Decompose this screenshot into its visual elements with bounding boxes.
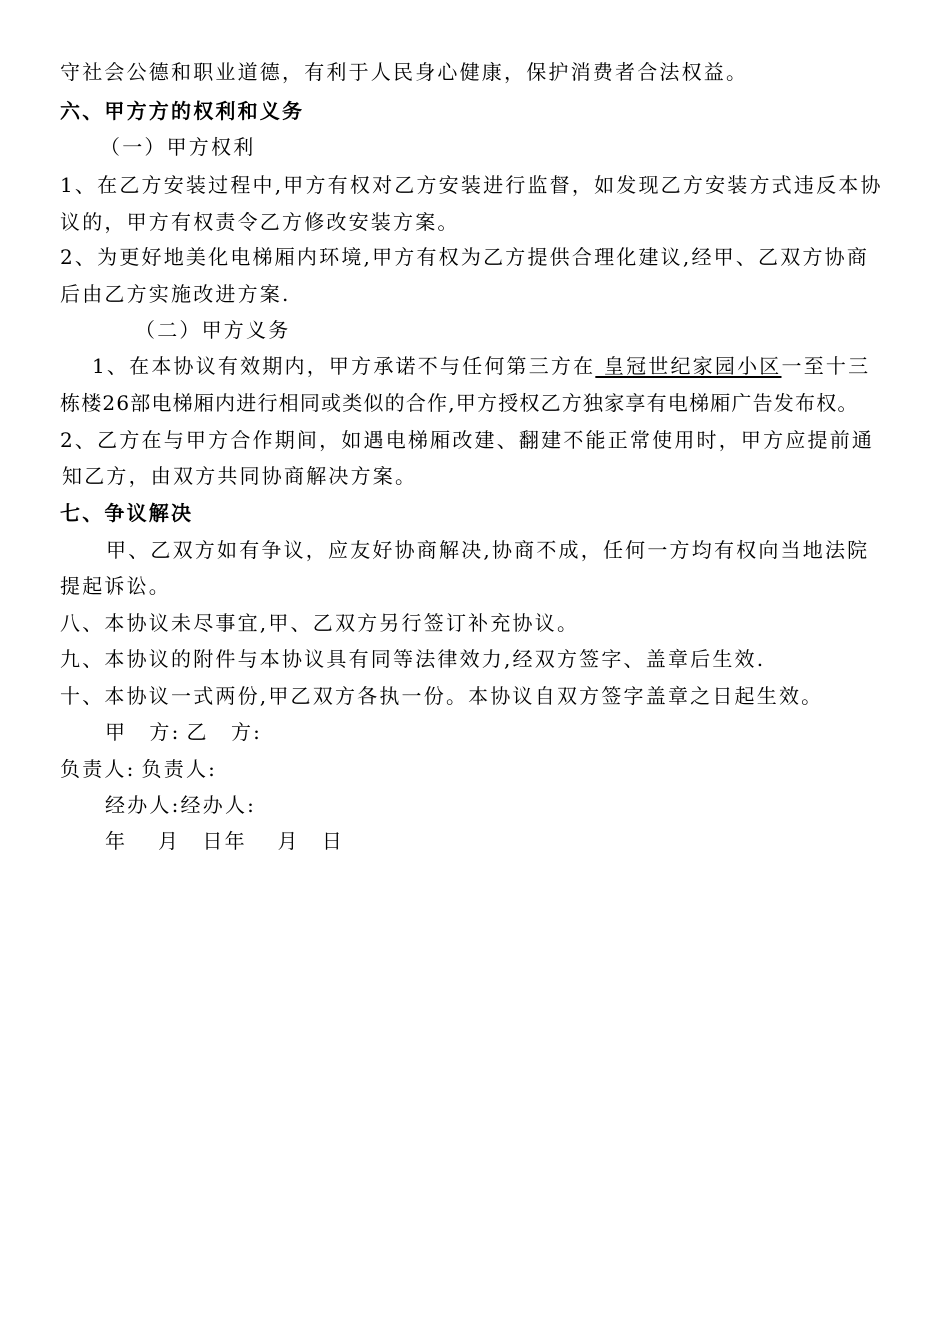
- paragraph-line: 守社会公德和职业道德，有利于人民身心健康，保护消费者合法权益。: [60, 60, 749, 84]
- paragraph-line: 甲、乙双方如有争议，应友好协商解决,协商不成，任何一方均有权向当地法院: [106, 538, 870, 562]
- section-heading-6: 六、甲方方的权利和义务: [60, 99, 305, 123]
- responsible-a-label: 负责人:: [60, 757, 136, 781]
- subsection-heading-rights: （一）甲方权利: [100, 135, 256, 159]
- party-b-label: 乙 方:: [186, 720, 263, 744]
- handler-a-label: 经办人:: [105, 793, 181, 817]
- clause-10: 十、本协议一式两份,甲乙双方各执一份。本协议自双方签字盖章之日起生效。: [60, 684, 824, 708]
- community-name: 皇冠世纪家园小区: [595, 354, 782, 378]
- paragraph-line: 栋楼26部电梯厢内进行相同或类似的合作,甲方授权乙方独家享有电梯厢广告发布权。: [60, 391, 859, 415]
- subsection-heading-obligations: （二）甲方义务: [135, 318, 291, 342]
- responsible-b-label: 负责人:: [141, 757, 218, 781]
- signature-parties: [105, 718, 940, 746]
- paragraph-line: [92, 352, 927, 380]
- paragraph-line: 提起诉讼。: [60, 574, 171, 598]
- handler-b-label: 经办人:: [180, 793, 257, 817]
- signature-responsible: [60, 755, 895, 783]
- clause-8: 八、本协议未尽事宜,甲、乙双方另行签订补充协议。: [60, 611, 580, 635]
- paragraph-line: 知乙方，由双方共同协商解决方案。: [62, 464, 418, 488]
- section-heading-7: 七、争议解决: [60, 501, 194, 525]
- signature-handler: [105, 791, 940, 819]
- paragraph-line: 议的，甲方有权责令乙方修改安装方案。: [60, 210, 460, 234]
- paragraph-line: 1、在乙方安装过程中,甲方有权对乙方安装进行监督，如发现乙方安装方式违反本协: [60, 173, 883, 197]
- signature-date: [105, 827, 940, 855]
- paragraph-line: 2、乙方在与甲方合作期间，如遇电梯厢改建、翻建不能正常使用时，甲方应提前通: [60, 428, 875, 452]
- paragraph-line: 后由乙方实施改进方案.: [60, 282, 291, 306]
- clause-9: 九、本协议的附件与本协议具有同等法律效力,经双方签字、盖章后生效.: [60, 647, 766, 671]
- obligation-text: 一至十三: [781, 354, 871, 378]
- date-b-label: 年 月 日: [224, 829, 345, 853]
- date-a-label: 年 月 日: [105, 829, 225, 853]
- paragraph-line: 2、为更好地美化电梯厢内环境,甲方有权为乙方提供合理化建议,经甲、乙双方协商: [60, 245, 870, 269]
- obligation-text: 1、在本协议有效期内，甲方承诺不与任何第三方在: [92, 354, 596, 378]
- party-a-label: 甲 方:: [105, 720, 181, 744]
